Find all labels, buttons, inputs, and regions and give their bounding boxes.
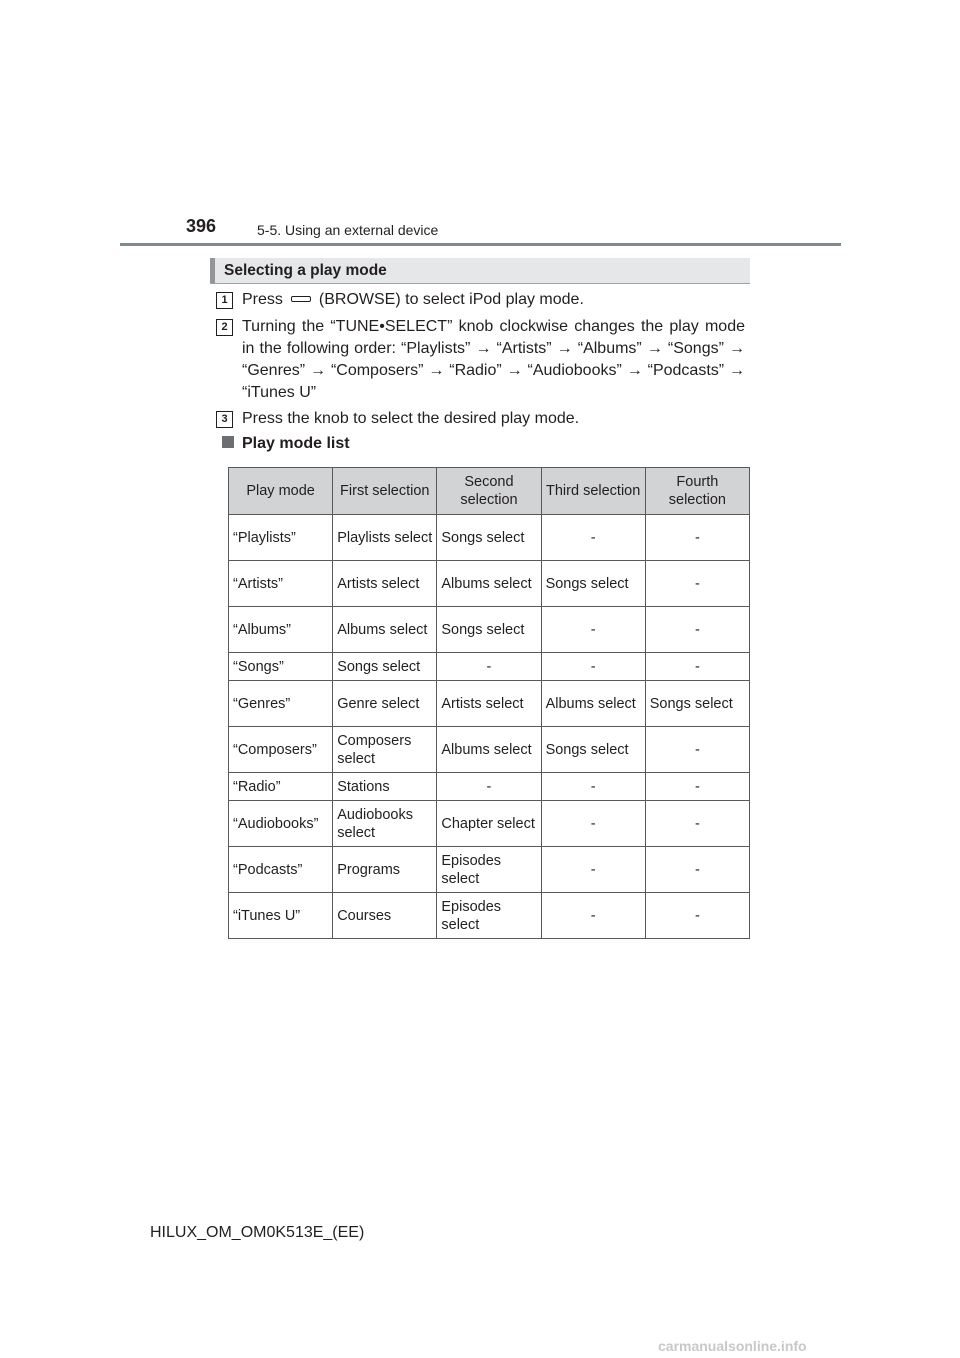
table-cell: “Radio” — [229, 773, 333, 801]
table-row — [229, 681, 750, 727]
table-row — [229, 653, 750, 681]
table-cell: - — [541, 773, 645, 801]
table-cell: Playlists select — [333, 515, 437, 561]
table-cell: “Albums” — [229, 607, 333, 653]
table-cell: “Artists” — [229, 561, 333, 607]
table-cell: Artists select — [333, 561, 437, 607]
step-2-badge: 2 — [216, 319, 233, 336]
table-cell: “Genres” — [229, 681, 333, 727]
header-second-selection: Second selection — [437, 468, 541, 515]
table-cell: “Audiobooks” — [229, 801, 333, 847]
section-title: Selecting a play mode — [224, 262, 387, 279]
table-cell: - — [541, 847, 645, 893]
table-row — [229, 773, 750, 801]
table-cell: - — [541, 893, 645, 939]
header-fourth-selection: Fourth selection — [645, 468, 749, 515]
table-cell: Genre select — [333, 681, 437, 727]
step-1-text-before: Press — [242, 291, 283, 308]
table-cell: - — [645, 773, 749, 801]
table-header-row — [229, 468, 750, 515]
table-cell: Albums select — [437, 727, 541, 773]
table-cell: - — [437, 773, 541, 801]
play-mode-list-heading — [222, 435, 350, 453]
table-cell: Stations — [333, 773, 437, 801]
table-row — [229, 801, 750, 847]
header-rule — [120, 243, 841, 246]
table-cell: - — [645, 607, 749, 653]
table-row — [229, 893, 750, 939]
table-cell: “iTunes U” — [229, 893, 333, 939]
table-cell: Songs select — [333, 653, 437, 681]
step-1-badge: 1 — [216, 292, 233, 309]
play-mode-table — [228, 467, 750, 939]
table-cell: Courses — [333, 893, 437, 939]
table-cell: Composers select — [333, 727, 437, 773]
table-cell: - — [645, 893, 749, 939]
watermark: carmanualsonline.info — [658, 1338, 807, 1354]
section-title-bar — [210, 258, 750, 284]
header-first-selection: First selection — [333, 468, 437, 515]
table-cell: Albums select — [541, 681, 645, 727]
table-cell: Artists select — [437, 681, 541, 727]
table-row — [229, 515, 750, 561]
step-3-text: Press the knob to select the desired play mode. — [242, 410, 580, 427]
step-1-text-after: (BROWSE) to select iPod play mode. — [318, 291, 584, 308]
section-path: 5-5. Using an external device — [257, 222, 439, 238]
table-cell: - — [541, 515, 645, 561]
document-code: HILUX_OM_OM0K513E_(EE) — [150, 1224, 365, 1241]
table-cell: - — [645, 653, 749, 681]
table-row — [229, 561, 750, 607]
table-cell: “Composers” — [229, 727, 333, 773]
table-cell: - — [541, 607, 645, 653]
page-number: 396 — [186, 216, 217, 236]
table-cell: Songs select — [541, 727, 645, 773]
step-2-text: Turning the “TUNE•SELECT” knob clockwise changes the play mode in the following order: “Playlists” → “Artists” → “Albums” → “Songs” → “Genres” → “Composers” → “Radio” → “Audiobooks” → “Podcasts” → “iTunes U” — [242, 318, 745, 401]
table-row — [229, 847, 750, 893]
table-cell: Episodes select — [437, 847, 541, 893]
table-cell: - — [645, 561, 749, 607]
table-cell: Chapter select — [437, 801, 541, 847]
table-cell: - — [645, 727, 749, 773]
table-row — [229, 727, 750, 773]
table-cell: “Podcasts” — [229, 847, 333, 893]
header-third-selection: Third selection — [541, 468, 645, 515]
table-cell: Albums select — [437, 561, 541, 607]
header-play-mode: Play mode — [229, 468, 333, 515]
table-cell: - — [645, 801, 749, 847]
table-cell: “Songs” — [229, 653, 333, 681]
table-cell: - — [645, 847, 749, 893]
table-cell: Episodes select — [437, 893, 541, 939]
table-cell: - — [437, 653, 541, 681]
square-bullet-icon — [222, 436, 234, 448]
table-cell: Songs select — [437, 607, 541, 653]
table-cell: - — [541, 653, 645, 681]
subheading-text: Play mode list — [242, 435, 350, 452]
step-1-text — [242, 289, 745, 311]
table-cell: Songs select — [541, 561, 645, 607]
step-3-badge: 3 — [216, 411, 233, 428]
table-cell: - — [541, 801, 645, 847]
table-cell: Programs — [333, 847, 437, 893]
table-cell: Albums select — [333, 607, 437, 653]
table-cell: Songs select — [437, 515, 541, 561]
table-cell: “Playlists” — [229, 515, 333, 561]
table-cell: - — [645, 515, 749, 561]
browse-button-icon — [291, 296, 311, 302]
table-cell: Songs select — [645, 681, 749, 727]
table-cell: Audiobooks select — [333, 801, 437, 847]
table-row — [229, 607, 750, 653]
section-bar-accent — [210, 258, 215, 283]
